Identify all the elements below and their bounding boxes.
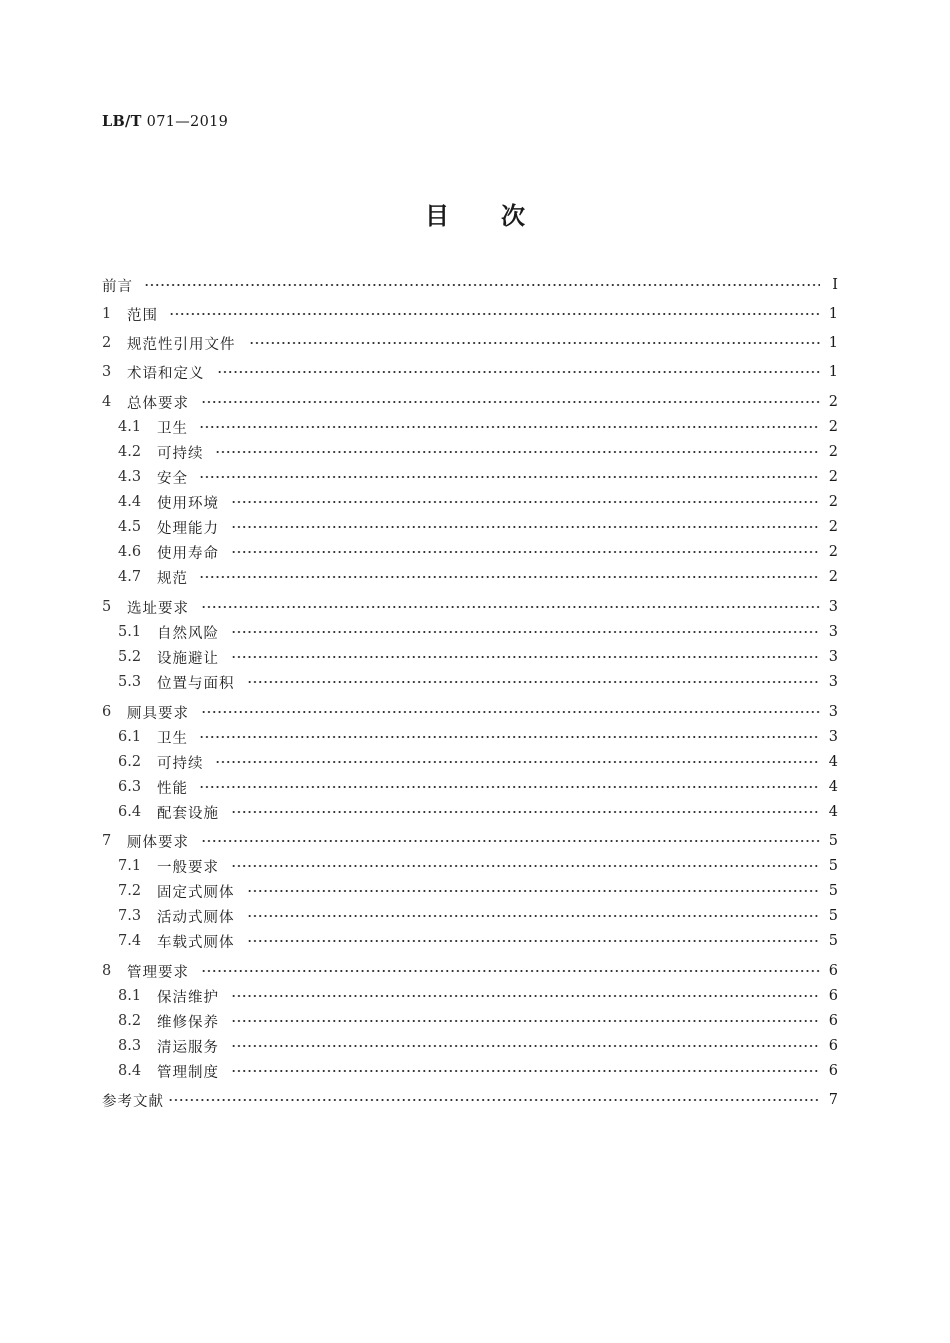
toc-label: 固定式厕体 (157, 884, 235, 901)
toc-page-number: 5 (828, 883, 838, 899)
toc-label: 总体要求 (127, 395, 189, 412)
toc-row[interactable] (0, 905, 950, 927)
toc-number: 7 (102, 833, 112, 849)
toc-page-number: 2 (828, 394, 838, 410)
toc-label: 可持续 (157, 445, 204, 462)
toc-page-number: 4 (828, 804, 838, 820)
toc-leader-dots (231, 541, 820, 563)
toc-leader-dots (201, 391, 820, 413)
toc-row[interactable] (0, 274, 950, 296)
toc-row[interactable] (0, 332, 950, 354)
toc-number: 7.3 (118, 908, 142, 924)
toc-page-number: 2 (828, 569, 838, 585)
toc-page-number: 3 (828, 624, 838, 640)
toc-page-number: 2 (828, 469, 838, 485)
toc-row[interactable] (0, 361, 950, 383)
toc-number: 4.5 (118, 519, 142, 535)
toc-row[interactable] (0, 1035, 950, 1057)
toc-row[interactable] (0, 516, 950, 538)
toc-leader-dots (217, 361, 820, 383)
toc-number: 4.4 (118, 494, 142, 510)
toc-page-number: 6 (828, 1038, 838, 1054)
toc-label: 处理能力 (157, 520, 219, 537)
toc-page-number: 3 (828, 704, 838, 720)
toc-number: 5 (102, 599, 112, 615)
toc-row[interactable] (0, 466, 950, 488)
toc-label: 管理要求 (127, 964, 189, 981)
toc-leader-dots (231, 1010, 820, 1032)
toc-row[interactable] (0, 701, 950, 723)
toc-number: 2 (102, 335, 112, 351)
toc-page-number: 3 (828, 599, 838, 615)
toc-page-number: 6 (828, 1063, 838, 1079)
toc-label: 活动式厕体 (157, 909, 235, 926)
toc-leader-dots (231, 855, 820, 877)
page-title (0, 196, 950, 231)
toc-page-number: 6 (828, 963, 838, 979)
toc-label: 使用寿命 (157, 545, 219, 562)
toc-number: 8.2 (118, 1013, 142, 1029)
toc-leader-dots (199, 726, 820, 748)
document-code-number: 071—2019 (146, 114, 229, 130)
toc-row[interactable] (0, 621, 950, 643)
toc-label: 厕体要求 (127, 834, 189, 851)
toc-number: 8.3 (118, 1038, 142, 1054)
toc-label: 安全 (157, 470, 188, 487)
page-title-char-1: 目 (425, 202, 449, 230)
toc-label: 卫生 (157, 420, 188, 437)
toc-number: 5.3 (118, 674, 142, 690)
toc-leader-dots (231, 516, 820, 538)
toc-number: 7.1 (118, 858, 142, 874)
toc-leader-dots (247, 930, 820, 952)
page-title-char-2: 次 (501, 202, 525, 230)
toc-label: 可持续 (157, 755, 204, 772)
toc-number: 6.1 (118, 729, 142, 745)
toc-label: 清运服务 (157, 1039, 219, 1056)
toc-page-number: 2 (828, 444, 838, 460)
toc-leader-dots (249, 332, 820, 354)
toc-label: 规范性引用文件 (127, 336, 236, 353)
toc-leader-dots (231, 1060, 820, 1082)
toc-leader-dots (231, 621, 820, 643)
toc-label: 使用环境 (157, 495, 219, 512)
toc-number: 4 (102, 394, 112, 410)
toc-page-number: 3 (828, 674, 838, 690)
toc-leader-dots (199, 416, 820, 438)
toc-row[interactable] (0, 726, 950, 748)
toc-leader-dots (201, 701, 820, 723)
toc-row[interactable] (0, 1089, 950, 1111)
toc-row[interactable] (0, 855, 950, 877)
toc-row[interactable] (0, 671, 950, 693)
toc-number: 4.7 (118, 569, 142, 585)
toc-label: 车载式厕体 (157, 934, 235, 951)
toc-number: 7.2 (118, 883, 142, 899)
toc-number: 5.1 (118, 624, 142, 640)
toc-row[interactable] (0, 441, 950, 463)
toc-row[interactable] (0, 801, 950, 823)
toc-page-number: 6 (828, 1013, 838, 1029)
toc-label: 管理制度 (157, 1064, 219, 1081)
toc-row[interactable] (0, 566, 950, 588)
toc-label: 配套设施 (157, 805, 219, 822)
toc-row[interactable] (0, 960, 950, 982)
toc-label: 位置与面积 (157, 675, 235, 692)
toc-label: 厕具要求 (127, 705, 189, 722)
toc-row[interactable] (0, 776, 950, 798)
toc-page-number: 3 (828, 729, 838, 745)
toc-number: 6.2 (118, 754, 142, 770)
toc-row[interactable] (0, 491, 950, 513)
toc-label: 设施避让 (157, 650, 219, 667)
toc-label: 参考文献 (102, 1093, 164, 1110)
toc-leader-dots (201, 596, 820, 618)
toc-row[interactable] (0, 985, 950, 1007)
toc-leader-dots (168, 1089, 820, 1111)
toc-leader-dots (231, 801, 820, 823)
toc-label: 保洁维护 (157, 989, 219, 1006)
toc-row[interactable] (0, 391, 950, 413)
toc-leader-dots (247, 880, 820, 902)
toc-leader-dots (247, 905, 820, 927)
toc-page-number: 3 (828, 649, 838, 665)
toc-page-number: Ⅰ (832, 277, 838, 293)
toc-leader-dots (231, 1035, 820, 1057)
toc-number: 6.3 (118, 779, 142, 795)
toc-label: 卫生 (157, 730, 188, 747)
toc-label: 一般要求 (157, 859, 219, 876)
toc-leader-dots (201, 960, 820, 982)
toc-page-number: 1 (828, 335, 838, 351)
toc-number: 8.1 (118, 988, 142, 1004)
toc-leader-dots (231, 491, 820, 513)
toc-row[interactable] (0, 646, 950, 668)
toc-number: 4.3 (118, 469, 142, 485)
toc-page-number: 5 (828, 933, 838, 949)
toc-row[interactable] (0, 303, 950, 325)
toc-row[interactable] (0, 541, 950, 563)
toc-leader-dots (169, 303, 820, 325)
toc-row[interactable] (0, 1060, 950, 1082)
toc-number: 6.4 (118, 804, 142, 820)
toc-leader-dots (199, 566, 820, 588)
toc-row[interactable] (0, 1010, 950, 1032)
toc-page-number: 5 (828, 833, 838, 849)
toc-label: 术语和定义 (127, 365, 205, 382)
toc-row[interactable] (0, 416, 950, 438)
toc-page-number: 2 (828, 419, 838, 435)
toc-leader-dots (144, 274, 820, 296)
toc-leader-dots (231, 985, 820, 1007)
toc-row[interactable] (0, 830, 950, 852)
toc-label: 性能 (157, 780, 188, 797)
toc-number: 8.4 (118, 1063, 142, 1079)
toc-leader-dots (199, 776, 820, 798)
toc-number: 8 (102, 963, 112, 979)
toc-number: 5.2 (118, 649, 142, 665)
toc-page-number: 2 (828, 544, 838, 560)
document-code (102, 113, 228, 130)
toc-row[interactable] (0, 880, 950, 902)
toc-number: 1 (102, 306, 112, 322)
toc-page-number: 5 (828, 858, 838, 874)
toc-label: 规范 (157, 570, 188, 587)
toc-number: 4.1 (118, 419, 142, 435)
toc-page-number: 4 (828, 779, 838, 795)
toc-page-number: 2 (828, 494, 838, 510)
toc-page-number: 6 (828, 988, 838, 1004)
toc-page-number: 1 (828, 364, 838, 380)
toc-page-number: 4 (828, 754, 838, 770)
toc-label: 范围 (127, 307, 158, 324)
toc-number: 3 (102, 364, 112, 380)
toc-number: 4.2 (118, 444, 142, 460)
toc-row[interactable] (0, 930, 950, 952)
toc-leader-dots (215, 441, 820, 463)
toc-leader-dots (199, 466, 820, 488)
document-code-prefix: LB/T (102, 113, 142, 130)
toc-row[interactable] (0, 751, 950, 773)
toc-leader-dots (201, 830, 820, 852)
toc-page-number: 1 (828, 306, 838, 322)
toc-number: 4.6 (118, 544, 142, 560)
toc-page-number: 7 (828, 1092, 838, 1108)
toc-label: 维修保养 (157, 1014, 219, 1031)
toc-page-number: 5 (828, 908, 838, 924)
toc-leader-dots (215, 751, 820, 773)
toc-number: 6 (102, 704, 112, 720)
toc-label: 选址要求 (127, 600, 189, 617)
toc-number: 7.4 (118, 933, 142, 949)
toc-label: 自然风险 (157, 625, 219, 642)
toc-label: 前言 (102, 278, 133, 295)
toc-row[interactable] (0, 596, 950, 618)
toc-leader-dots (231, 646, 820, 668)
toc-page-number: 2 (828, 519, 838, 535)
toc-leader-dots (247, 671, 820, 693)
